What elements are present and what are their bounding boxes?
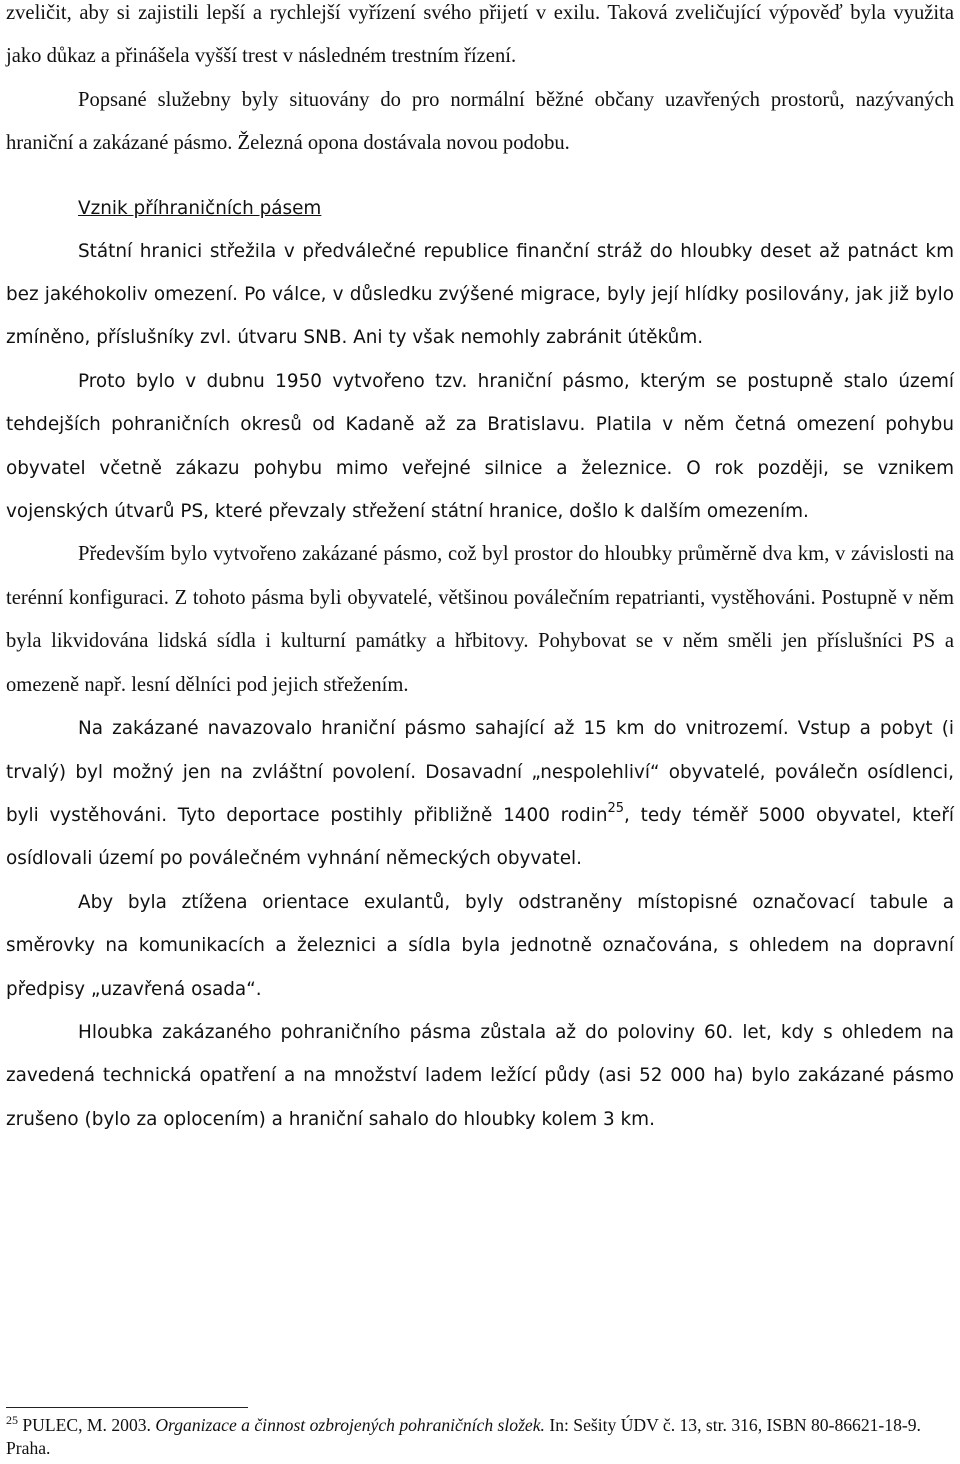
paragraph-financial-guard: Státní hranici střežila v předválečné republice finanční stráž do hloubky deset až patnáct km bez jakéhokoliv omezení. Po válce, v důsledku zvýšené migrace, byly její hlídky posilovány, jak již bylo zmíněno, příslušníky zvl. útvaru SNB. Ani ty však nemohly zabránit útěkům.	[6, 240, 954, 349]
deportations-text: Na zakázané navazovalo hraniční pásmo sahající až 15 km do vnitrozemí. Vstup a pobyt (i trvalý) byl možný jen na zvláštní povolení. Dosavadní „nespolehliví“ obyvatelé, poválečn osídlenci, byli vystěhováni. Tyto deportace postihly přibližně 1400 rodin	[6, 718, 954, 826]
section-heading	[6, 187, 954, 230]
footnote-reference: 25	[607, 800, 625, 816]
footnote-source: In: Sešity ÚDV č. 13, str. 316, ISBN 80-86621-18-9. Praha.	[6, 1415, 921, 1458]
paragraph-forbidden-zone: Především bylo vytvořeno zakázané pásmo, což byl prostor do hloubky průměrně dva km, v závislosti na terénní konfiguraci. Z tohoto pásma byli obyvatelé, většinou poválečním repatrianti, vystěhováni. Postupně v něm byla likvidována lidská sídla i kulturní památky a hřbitovy. Pohybovat se v něm směli jen příslušníci PS a omezeně např. lesní dělníci pod jejich střežením.	[6, 543, 954, 696]
paragraph-exile-testimony: zveličit, aby si zajistili lepší a rychlejší vyřízení svého přijetí v exilu. Taková zveličující výpověď byla využita jako důkaz a přinášela vyšší trest v následném trestním řízení.	[6, 2, 954, 68]
footnote-number: 25	[6, 1413, 18, 1427]
paragraph-signs-removed: Aby byla ztížena orientace exulantů, byly odstraněny místopisné označovací tabule a směrovky na komunikacích a železnici a sídla byla jednotně označována, s ohledem na dopravní předpisy „uzavřená osada“.	[6, 891, 954, 1000]
section-heading-text: Vznik příhraničních pásem	[78, 197, 322, 219]
paragraph-border-zone-1950: Proto bylo v dubnu 1950 vytvořeno tzv. hraniční pásmo, kterým se postupně stalo území tehdejších pohraničních okresů od Kadaně až za Bratislavu. Platila v něm četná omezení pohybu obyvatel včetně zákazu pohybu mimo veřejné silnice a železnice. O rok později, se vznikem vojenských útvarů PS, které převzaly střežení státní hranice, došlo k dalším omezením.	[6, 370, 954, 523]
footnote-separator	[6, 1407, 248, 1408]
footnote-title: Organizace a činnost ozbrojených pohraničních složek.	[155, 1415, 545, 1435]
deportations-text-continued: , tedy téměř 5000 obyvatel, kteří osídlovali území po poválečném vyhnání německých obyvatel.	[6, 804, 954, 870]
paragraph-zone-depth: Hloubka zakázaného pohraničního pásma zůstala až do poloviny 60. let, kdy s ohledem na zavedená technická opatření a na množství ladem ležící půdy (asi 52 000 ha) bylo zakázané pásmo zrušeno (bylo za oplocením) a hraniční sahalo do hloubky kolem 3 km.	[6, 1021, 954, 1130]
document-page	[6, 0, 954, 1141]
paragraph-border-zones: Popsané služebny byly situovány do pro normální běžné občany uzavřených prostorů, nazývaných hraniční a zakázané pásmo. Železná opona dostávala novou podobu.	[6, 88, 954, 155]
footnote	[6, 1414, 954, 1460]
paragraph-deportations	[6, 707, 954, 881]
footnote-author: PULEC, M. 2003.	[18, 1415, 156, 1435]
